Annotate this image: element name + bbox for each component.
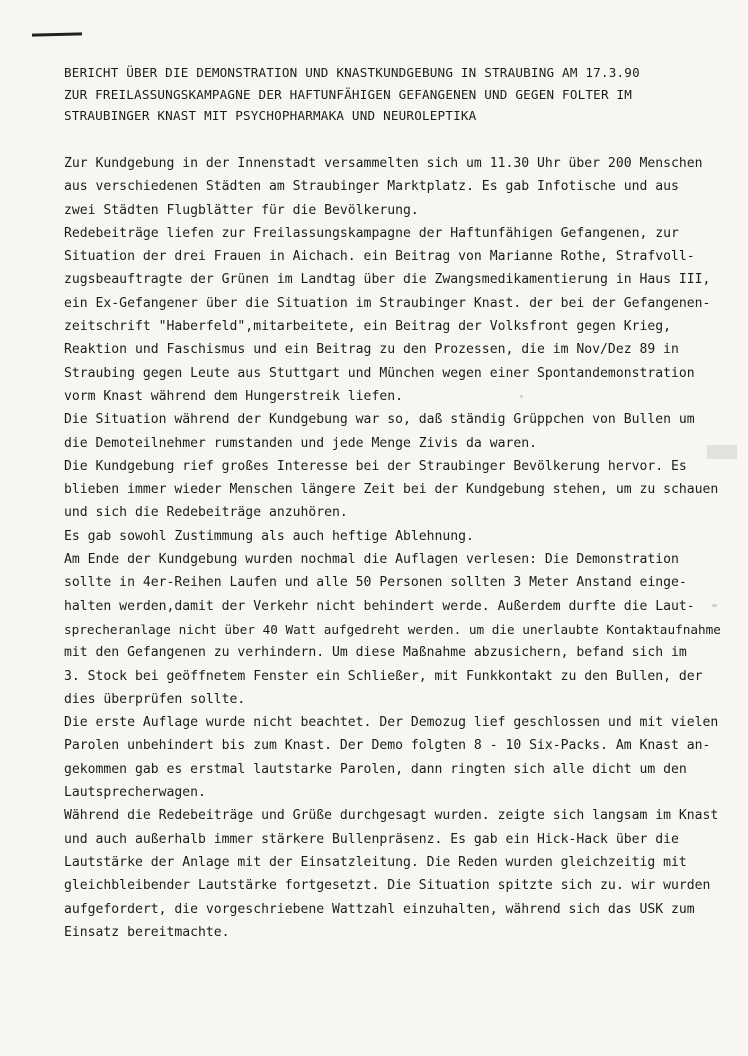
body-line: mit den Gefangenen zu verhindern. Um diese Maßnahme abzusichern, befand sich im (64, 645, 687, 661)
body-line: zugsbeauftragte der Grünen im Landtag über die Zwangsmedikamentierung in Haus III, (64, 272, 711, 288)
body-line: halten werden,damit der Verkehr nicht behindert werde. Außerdem durfte die Laut- (64, 598, 695, 614)
body-line: Redebeiträge liefen zur Freilassungskampagne der Haftunfähigen Gefangenen, zur (64, 225, 679, 241)
corner-pen-mark (32, 32, 82, 36)
body-line: Einsatz bereitmachte. (64, 924, 230, 940)
body-line: 3. Stock bei geöffnetem Fenster ein Schließer, mit Funkkontakt zu den Bullen, der (64, 668, 703, 684)
body-line: Es gab sowohl Zustimmung als auch heftige Ablehnung. (64, 528, 474, 544)
body-line: Zur Kundgebung in der Innenstadt versammelten sich um 11.30 Uhr über 200 Menschen (64, 156, 703, 171)
body-line: Die Situation während der Kundgebung war so, daß ständig Grüppchen von Bullen um (64, 412, 695, 428)
body-line: Die erste Auflage wurde nicht beachtet. Der Demozug lief geschlossen und mit vielen (64, 715, 719, 731)
body-line: Parolen unbehindert bis zum Knast. Der Demo folgten 8 - 10 Six-Packs. Am Knast an- (64, 738, 711, 754)
body-line: Straubing gegen Leute aus Stuttgart und München wegen einer Spontandemonstration (64, 365, 695, 381)
body-line: blieben immer wieder Menschen längere Zeit bei der Kundgebung stehen, um zu schauen (64, 482, 719, 498)
body-line: und sich die Redebeiträge anzuhören. (64, 505, 348, 521)
heading-line: ZUR FREILASSUNGSKAMPAGNE DER HAFTUNFÄHIGEN GEFANGENEN UND GEGEN FOLTER IM (64, 86, 633, 102)
scan-speckle (520, 395, 523, 398)
body-line: aus verschiedenen Städten am Straubinger Marktplatz. Es gab Infotische und aus (64, 179, 679, 195)
body-line: Reaktion und Faschismus und ein Beitrag zu den Prozessen, die im Nov/Dez 89 in (64, 342, 679, 358)
heading-line: BERICHT ÜBER DIE DEMONSTRATION UND KNASTKUNDGEBUNG IN STRAUBING AM 17.3.90 (64, 65, 640, 80)
body-line: Am Ende der Kundgebung wurden nochmal die Auflagen verlesen: Die Demonstration (64, 552, 679, 568)
body-line: gleichbleibender Lautstärke fortgesetzt. Die Situation spitzte sich zu. wir wurden (64, 878, 711, 894)
body-line: dies überprüfen sollte. (64, 691, 246, 707)
report-heading (64, 62, 724, 127)
body-line: Lautstärke der Anlage mit der Einsatzleitung. Die Reden wurden gleichzeitig mit (64, 854, 687, 870)
body-line: Während die Redebeiträge und Grüße durchgesagt wurden. zeigte sich langsam im Knast (64, 808, 719, 824)
body-line: gekommen gab es erstmal lautstarke Parolen, dann ringten sich alle dicht um den (64, 761, 687, 777)
scan-speckle (707, 445, 737, 459)
heading-line: STRAUBINGER KNAST MIT PSYCHOPHARMAKA UND NEUROLEPTIKA (64, 108, 477, 123)
body-line: zwei Städten Flugblätter für die Bevölkerung. (64, 202, 419, 218)
body-line: und auch außerhalb immer stärkere Bullenpräsenz. Es gab ein Hick-Hack über die (64, 831, 679, 847)
scan-speckle (712, 604, 717, 607)
body-line: die Demoteilnehmer rumstanden und jede Menge Zivis da waren. (64, 435, 537, 451)
body-line: sprecheranlage nicht über 40 Watt aufgedreht werden. um die unerlaubte Kontaktaufnahme (64, 621, 721, 637)
body-line: vorm Knast während dem Hungerstreik liefen. (64, 388, 403, 404)
report-body (64, 152, 728, 944)
body-line: ein Ex-Gefangener über die Situation im Straubinger Knast. der bei der Gefangenen- (64, 295, 711, 311)
body-line: Lautsprecherwagen. (64, 785, 206, 801)
body-line: sollte in 4er-Reihen Laufen und alle 50 Personen sollten 3 Meter Anstand einge- (64, 575, 687, 591)
body-line: aufgefordert, die vorgeschriebene Wattzahl einzuhalten, während sich das USK zum (64, 901, 695, 917)
body-line: Situation der drei Frauen in Aichach. ein Beitrag von Marianne Rothe, Strafvoll- (64, 249, 695, 265)
body-line: zeitschrift "Haberfeld",mitarbeitete, ein Beitrag der Volksfront gegen Krieg, (64, 319, 671, 335)
body-line: Die Kundgebung rief großes Interesse bei der Straubinger Bevölkerung hervor. Es (64, 458, 687, 474)
